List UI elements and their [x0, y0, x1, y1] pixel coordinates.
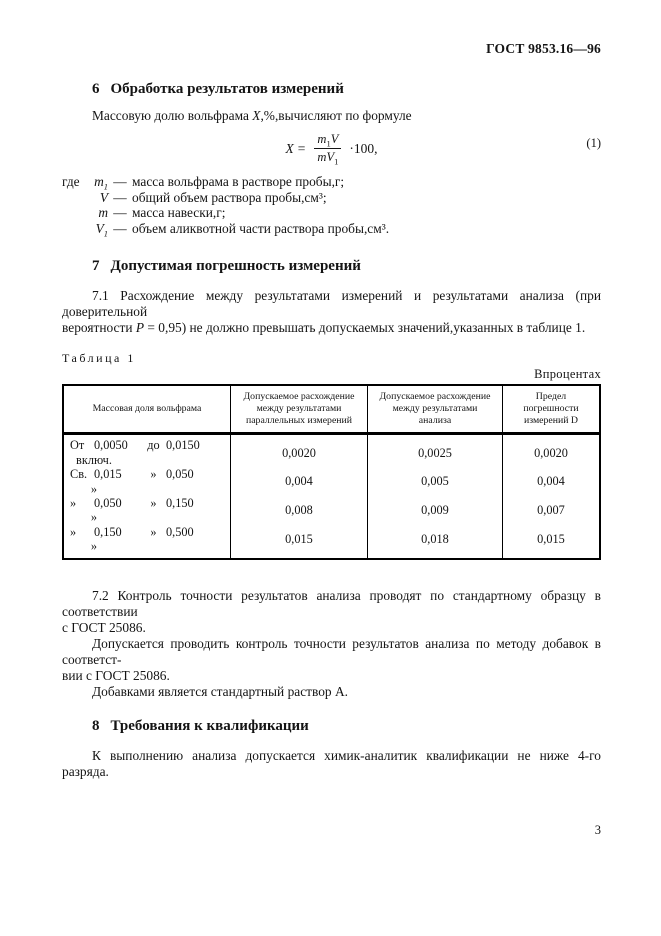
- definition-variable: [88, 174, 108, 190]
- denominator-m: m: [317, 150, 327, 164]
- value-cell: 0,005: [368, 467, 503, 496]
- header-mass-fraction: Массовая доля вольфрама: [63, 385, 231, 434]
- table-units-note: Впроцентах: [534, 367, 601, 382]
- value-cell: 0,0020: [231, 434, 368, 467]
- variable-symbol: V: [99, 189, 108, 205]
- definition-variable: [88, 190, 108, 206]
- formula-lhs: X: [285, 140, 294, 156]
- range-mid: »: [150, 524, 157, 539]
- definition-text: масса навески,г;: [132, 205, 226, 221]
- mass-fraction-cell: [63, 434, 231, 467]
- value-cell: 0,0025: [368, 434, 503, 467]
- value-cell: 0,008: [231, 496, 368, 525]
- definition-dash: —: [113, 220, 127, 236]
- definition-text: общий объем раствора пробы,см³;: [132, 189, 327, 205]
- range-mid: »: [150, 467, 157, 482]
- variable-p: P: [135, 320, 145, 336]
- table-row: [63, 496, 600, 525]
- value-cell: 0,004: [503, 467, 601, 496]
- page-number: 3: [594, 823, 601, 837]
- paragraph-line: вии с ГОСТ 25086.: [62, 667, 170, 683]
- value-cell: 0,004: [231, 467, 368, 496]
- paragraph-line: К выполнению анализа допускается химик-аналитик квалификации не ниже 4-го разряда.: [62, 747, 601, 779]
- formula-equals: =: [297, 140, 306, 156]
- denominator-sub: 1: [334, 156, 339, 167]
- paragraph-qualification: [62, 748, 601, 780]
- mass-fraction-cell: [63, 496, 231, 525]
- formula-number: (1): [586, 136, 601, 150]
- definition-row: [62, 205, 601, 221]
- range-suffix: включ.: [76, 452, 112, 467]
- section-7-number: 7: [92, 258, 100, 275]
- definition-variable: [88, 205, 108, 221]
- header-analysis-discrepancy: Допускаемое расхождение между результатами анализа: [368, 385, 503, 434]
- intro-paragraph: [62, 108, 601, 124]
- range-suffix: »: [90, 539, 98, 554]
- section-8-number: 8: [92, 717, 100, 734]
- definition-row: [62, 190, 601, 206]
- variable-definitions: [62, 174, 601, 239]
- denominator-v: V: [326, 150, 335, 164]
- definition-dash: —: [113, 174, 127, 189]
- table-header-row: [63, 385, 600, 434]
- section-8-title: Требования к квалификации: [110, 717, 309, 734]
- section-7-heading: [62, 258, 601, 275]
- header-parallel-discrepancy: Допускаемое расхождение между результатами параллельных измерений: [231, 385, 368, 434]
- section-6-heading: [62, 81, 601, 98]
- page-content: [62, 0, 601, 780]
- range-from: 0,150: [94, 524, 122, 539]
- definition-text: масса вольфрама в растворе пробы,г;: [132, 174, 345, 189]
- mass-fraction-cell: [63, 525, 231, 559]
- definition-variable: [88, 221, 108, 237]
- document-number-header: ГОСТ 9853.16—96: [486, 41, 601, 56]
- section-7-title: Допустимая погрешность измерений: [110, 258, 361, 275]
- range-prefix: Св.: [70, 467, 88, 482]
- range-mid: »: [150, 496, 157, 510]
- definition-text: объем аликвотной части раствора пробы,см³.: [132, 220, 390, 236]
- tolerance-table: [62, 384, 601, 559]
- intro-text-post: ,%,вычисляют по формуле: [260, 108, 412, 123]
- definition-dash: —: [113, 205, 127, 221]
- definition-dash: —: [113, 189, 127, 205]
- table-row: [63, 525, 600, 559]
- definition-lead: [62, 190, 88, 206]
- variable-x: X: [252, 108, 261, 123]
- section-6-title: Обработка результатов измерений: [110, 81, 344, 97]
- variable-subscript: 1: [103, 228, 108, 239]
- variable-symbol: V: [95, 220, 104, 236]
- range-prefix: »: [70, 496, 77, 510]
- range-to: 0,150: [166, 496, 194, 510]
- paragraph-7-2: [62, 588, 601, 636]
- mass-fraction-cell: [63, 467, 231, 496]
- intro-text-pre: Массовую долю вольфрама: [92, 108, 253, 123]
- definition-lead: [62, 205, 88, 221]
- fraction-numerator: [314, 132, 341, 149]
- value-cell: 0,018: [368, 525, 503, 559]
- paragraph-line: 7.1 Расхождение между результатами измерений и результатами анализа (при доверительной: [62, 288, 601, 320]
- definition-row: [62, 221, 601, 237]
- paragraph-line: с ГОСТ 25086.: [62, 619, 146, 635]
- table-row: [63, 467, 600, 496]
- range-to: 0,500: [166, 524, 194, 539]
- range-suffix: »: [90, 481, 98, 496]
- variable-symbol: m: [94, 174, 104, 189]
- value-cell: 0,009: [368, 496, 503, 525]
- value-cell: 0,015: [503, 525, 601, 559]
- value-cell: 0,015: [231, 525, 368, 559]
- value-cell: 0,007: [503, 496, 601, 525]
- range-prefix: От: [70, 438, 85, 453]
- numerator-sub: 1: [326, 138, 331, 149]
- table-caption: Таблица 1: [62, 351, 136, 366]
- numerator-v: V: [330, 132, 339, 146]
- range-from: 0,050: [94, 496, 122, 510]
- value-cell: 0,0020: [503, 434, 601, 467]
- header-error-limit: Предел погрешности измерений D: [503, 385, 601, 434]
- paragraph-line: [62, 320, 601, 336]
- variable-symbol: m: [98, 205, 108, 221]
- paragraph-7-1: [62, 288, 601, 336]
- definition-lead: [62, 221, 88, 237]
- formula-factor: ·100,: [349, 140, 378, 156]
- range-prefix: »: [70, 524, 77, 539]
- line-text-post: = 0,95) не должно превышать допускаемых значений,указанных в таблице 1.: [144, 320, 586, 336]
- fraction-denominator: [314, 149, 341, 165]
- formula-1: [62, 127, 601, 172]
- range-from: 0,0050: [94, 438, 128, 453]
- paragraph-line: Добавками является стандартный раствор А.: [92, 683, 348, 699]
- table-body: [63, 434, 600, 559]
- paragraph-standard-solution: [62, 684, 601, 700]
- section-8-heading: [62, 718, 601, 735]
- range-mid: до: [147, 438, 160, 453]
- range-to: 0,0150: [166, 438, 200, 453]
- range-suffix: »: [90, 510, 98, 525]
- numerator-m: m: [317, 132, 327, 146]
- definition-lead: где: [62, 174, 80, 189]
- line-text-pre: вероятности: [62, 320, 136, 336]
- paragraph-line: Допускается проводить контроль точности результатов анализа по методу добавок в соответст-: [62, 635, 601, 667]
- range-to: 0,050: [166, 467, 194, 482]
- formula-fraction: [314, 132, 341, 165]
- paragraph-line: 7.2 Контроль точности результатов анализа проводят по стандартному образцу в соответствии: [62, 587, 601, 619]
- paragraph-additions-allowed: [62, 636, 601, 684]
- section-6-number: 6: [92, 81, 100, 97]
- variable-subscript: 1: [103, 181, 108, 192]
- definition-row: [62, 174, 601, 190]
- table-header: [63, 385, 600, 434]
- table-row: [63, 434, 600, 467]
- range-from: 0,015: [94, 467, 122, 482]
